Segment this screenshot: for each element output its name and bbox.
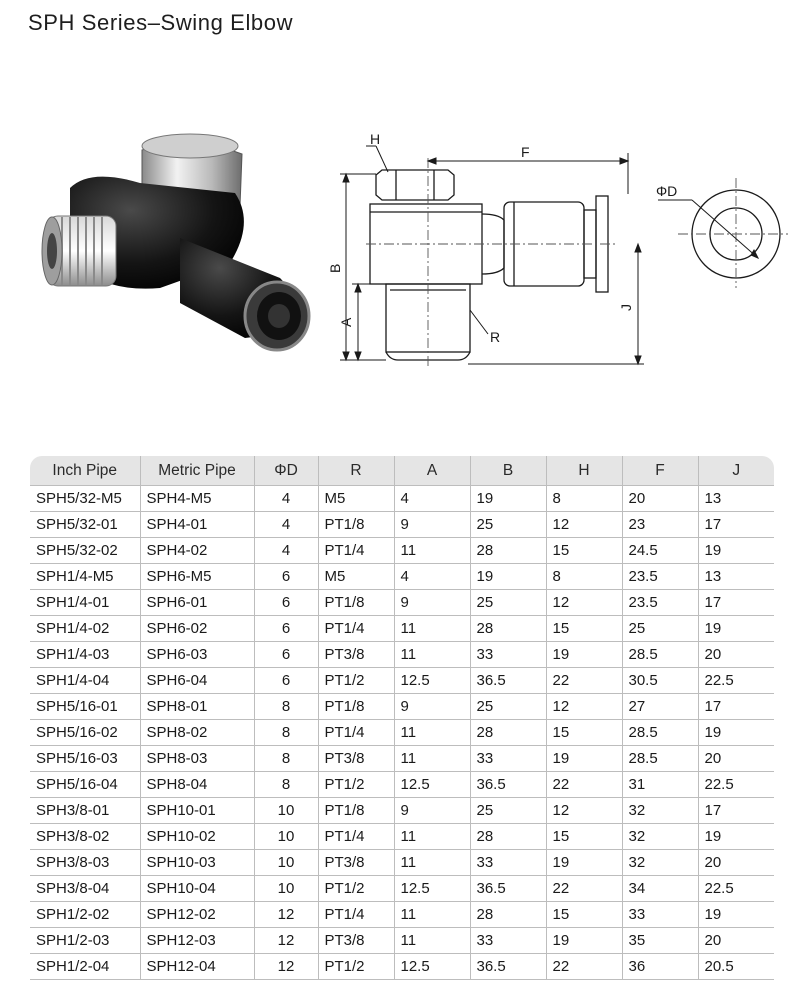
table-cell: PT1/2 (318, 876, 394, 902)
table-cell: 36.5 (470, 668, 546, 694)
table-row (30, 616, 774, 642)
table-cell: 8 (254, 720, 318, 746)
table-row (30, 824, 774, 850)
table-cell: 11 (394, 538, 470, 564)
dim-label-d: ΦD (656, 183, 678, 199)
table-row (30, 668, 774, 694)
table-cell: 19 (546, 642, 622, 668)
table-cell: 17 (698, 798, 774, 824)
table-cell: 20 (622, 486, 698, 512)
table-cell: SPH1/4-01 (30, 590, 140, 616)
table-cell: 20 (698, 928, 774, 954)
table-cell: SPH12-04 (140, 954, 254, 980)
table-cell: 12 (546, 694, 622, 720)
spec-table (30, 456, 774, 980)
table-cell: PT1/4 (318, 616, 394, 642)
column-header: A (394, 456, 470, 486)
table-cell: 6 (254, 590, 318, 616)
table-cell: PT1/8 (318, 694, 394, 720)
table-cell: SPH4-02 (140, 538, 254, 564)
table-cell: SPH12-03 (140, 928, 254, 954)
table-cell: M5 (318, 486, 394, 512)
dim-label-f: F (521, 144, 530, 160)
table-cell: 12 (546, 798, 622, 824)
table-cell: SPH6-M5 (140, 564, 254, 590)
table-cell: SPH5/16-03 (30, 746, 140, 772)
table-cell: 13 (698, 564, 774, 590)
table-cell: SPH1/4-M5 (30, 564, 140, 590)
table-cell: 28.5 (622, 642, 698, 668)
table-cell: PT3/8 (318, 850, 394, 876)
table-row (30, 954, 774, 980)
table-cell: M5 (318, 564, 394, 590)
table-cell: 4 (254, 486, 318, 512)
table-cell: 12 (254, 902, 318, 928)
table-cell: PT1/8 (318, 798, 394, 824)
table-cell: 22.5 (698, 772, 774, 798)
table-cell: 36.5 (470, 954, 546, 980)
table-cell: 11 (394, 642, 470, 668)
column-header: H (546, 456, 622, 486)
table-cell: 32 (622, 798, 698, 824)
table-cell: 19 (470, 486, 546, 512)
table-cell: SPH3/8-03 (30, 850, 140, 876)
table-cell: PT1/4 (318, 538, 394, 564)
table-cell: SPH5/32-M5 (30, 486, 140, 512)
table-cell: 9 (394, 512, 470, 538)
table-cell: SPH4-M5 (140, 486, 254, 512)
table-cell: 19 (546, 928, 622, 954)
table-cell: 12.5 (394, 954, 470, 980)
column-header: J (698, 456, 774, 486)
page-title: SPH Series–Swing Elbow (28, 10, 294, 35)
table-cell: SPH1/4-02 (30, 616, 140, 642)
table-cell: 23 (622, 512, 698, 538)
column-header: Metric Pipe (140, 456, 254, 486)
table-cell: 19 (698, 538, 774, 564)
table-cell: 23.5 (622, 590, 698, 616)
table-cell: SPH12-02 (140, 902, 254, 928)
table-cell: 12.5 (394, 668, 470, 694)
table-cell: 17 (698, 590, 774, 616)
table-cell: SPH3/8-02 (30, 824, 140, 850)
table-cell: 35 (622, 928, 698, 954)
table-cell: 22 (546, 668, 622, 694)
column-header: B (470, 456, 546, 486)
column-header: Inch Pipe (30, 456, 140, 486)
table-cell: PT1/4 (318, 902, 394, 928)
table-header-row (30, 456, 774, 486)
table-cell: 28.5 (622, 746, 698, 772)
table-cell: 22 (546, 772, 622, 798)
table-cell: 28 (470, 824, 546, 850)
table-cell: SPH1/4-03 (30, 642, 140, 668)
table-row (30, 746, 774, 772)
table-cell: SPH10-01 (140, 798, 254, 824)
table-cell: 33 (470, 746, 546, 772)
table-cell: 20.5 (698, 954, 774, 980)
table-cell: PT3/8 (318, 642, 394, 668)
table-cell: 11 (394, 616, 470, 642)
table-cell: 11 (394, 824, 470, 850)
table-cell: 15 (546, 616, 622, 642)
table-cell: PT1/2 (318, 668, 394, 694)
table-row (30, 720, 774, 746)
table-row (30, 928, 774, 954)
table-cell: SPH5/16-01 (30, 694, 140, 720)
dim-label-a: A (338, 317, 354, 327)
table-cell: 15 (546, 538, 622, 564)
table-cell: 8 (254, 746, 318, 772)
table-cell: 19 (698, 824, 774, 850)
table-cell: 25 (470, 798, 546, 824)
table-cell: 28.5 (622, 720, 698, 746)
table-cell: 20 (698, 642, 774, 668)
table-cell: 9 (394, 694, 470, 720)
table-cell: 30.5 (622, 668, 698, 694)
table-cell: 4 (394, 564, 470, 590)
dim-label-h: H (370, 131, 381, 147)
table-cell: 25 (470, 694, 546, 720)
table-cell: 11 (394, 850, 470, 876)
dimension-drawing (318, 128, 788, 368)
table-cell: 19 (698, 616, 774, 642)
table-row (30, 902, 774, 928)
table-cell: SPH3/8-01 (30, 798, 140, 824)
table-cell: 19 (698, 902, 774, 928)
table-cell: 8 (546, 564, 622, 590)
table-cell: 33 (470, 642, 546, 668)
table-cell: 4 (394, 486, 470, 512)
column-header: F (622, 456, 698, 486)
table-cell: 12 (254, 928, 318, 954)
table-cell: SPH6-03 (140, 642, 254, 668)
table-cell: PT1/4 (318, 824, 394, 850)
table-cell: 20 (698, 850, 774, 876)
table-cell: SPH3/8-04 (30, 876, 140, 902)
dim-label-b: B (327, 263, 343, 273)
table-cell: SPH5/16-04 (30, 772, 140, 798)
table-row (30, 512, 774, 538)
table-cell: 25 (622, 616, 698, 642)
table-cell: 6 (254, 564, 318, 590)
table-cell: SPH10-03 (140, 850, 254, 876)
table-cell: SPH10-02 (140, 824, 254, 850)
table-cell: 6 (254, 668, 318, 694)
table-cell: 12 (546, 590, 622, 616)
dim-label-r: R (490, 329, 501, 345)
table-cell: 10 (254, 850, 318, 876)
table-row (30, 538, 774, 564)
table-cell: 12.5 (394, 876, 470, 902)
table-cell: SPH1/2-04 (30, 954, 140, 980)
table-cell: 25 (470, 512, 546, 538)
table-cell: PT1/2 (318, 772, 394, 798)
table-cell: 10 (254, 798, 318, 824)
table-cell: 25 (470, 590, 546, 616)
table-cell: 19 (470, 564, 546, 590)
table-cell: 10 (254, 824, 318, 850)
table-cell: 23.5 (622, 564, 698, 590)
column-header: ΦD (254, 456, 318, 486)
table-cell: 33 (622, 902, 698, 928)
table-cell: 28 (470, 538, 546, 564)
table-cell: PT3/8 (318, 928, 394, 954)
table-cell: SPH1/4-04 (30, 668, 140, 694)
table-cell: SPH4-01 (140, 512, 254, 538)
table-cell: 22.5 (698, 668, 774, 694)
table-cell: SPH8-02 (140, 720, 254, 746)
table-row (30, 590, 774, 616)
table-cell: 12 (546, 512, 622, 538)
table-cell: 33 (470, 850, 546, 876)
column-header: R (318, 456, 394, 486)
table-cell: 36.5 (470, 876, 546, 902)
table-cell: 22.5 (698, 876, 774, 902)
table-cell: 22 (546, 876, 622, 902)
table-cell: 4 (254, 512, 318, 538)
table-cell: PT1/2 (318, 954, 394, 980)
table-cell: 36 (622, 954, 698, 980)
table-cell: SPH5/32-02 (30, 538, 140, 564)
table-cell: SPH8-04 (140, 772, 254, 798)
table-cell: 28 (470, 902, 546, 928)
table-cell: 19 (698, 720, 774, 746)
table-cell: 31 (622, 772, 698, 798)
table-cell: SPH10-04 (140, 876, 254, 902)
table-cell: SPH6-04 (140, 668, 254, 694)
table-cell: 12 (254, 954, 318, 980)
table-cell: 8 (546, 486, 622, 512)
table-row (30, 642, 774, 668)
table-cell: PT1/8 (318, 590, 394, 616)
table-cell: 19 (546, 850, 622, 876)
table-cell: 11 (394, 902, 470, 928)
table-cell: 9 (394, 590, 470, 616)
table-cell: 24.5 (622, 538, 698, 564)
table-cell: SPH6-01 (140, 590, 254, 616)
table-cell: 36.5 (470, 772, 546, 798)
table-cell: 32 (622, 824, 698, 850)
table-cell: 22 (546, 954, 622, 980)
table-cell: 11 (394, 746, 470, 772)
table-cell: 15 (546, 902, 622, 928)
table-cell: 11 (394, 928, 470, 954)
table-cell: PT3/8 (318, 746, 394, 772)
table-row (30, 486, 774, 512)
table-cell: SPH5/16-02 (30, 720, 140, 746)
table-cell: 15 (546, 824, 622, 850)
table-row (30, 772, 774, 798)
table-row (30, 564, 774, 590)
table-cell: 33 (470, 928, 546, 954)
table-cell: 28 (470, 720, 546, 746)
table-cell: SPH8-03 (140, 746, 254, 772)
table-cell: 20 (698, 746, 774, 772)
table-cell: 15 (546, 720, 622, 746)
table-cell: 17 (698, 512, 774, 538)
table-body (30, 486, 774, 980)
table-cell: 11 (394, 720, 470, 746)
product-photo (30, 128, 320, 358)
table-row (30, 850, 774, 876)
table-cell: 28 (470, 616, 546, 642)
table-cell: SPH8-01 (140, 694, 254, 720)
table-cell: 10 (254, 876, 318, 902)
table-cell: 32 (622, 850, 698, 876)
table-cell: 19 (546, 746, 622, 772)
table-cell: SPH1/2-03 (30, 928, 140, 954)
table-cell: PT1/8 (318, 512, 394, 538)
table-cell: 27 (622, 694, 698, 720)
table-cell: 12.5 (394, 772, 470, 798)
table-cell: 4 (254, 538, 318, 564)
table-row (30, 876, 774, 902)
table-row (30, 694, 774, 720)
table-cell: 9 (394, 798, 470, 824)
table-cell: 8 (254, 772, 318, 798)
table-cell: 34 (622, 876, 698, 902)
table-cell: SPH5/32-01 (30, 512, 140, 538)
table-cell: 8 (254, 694, 318, 720)
table-cell: SPH6-02 (140, 616, 254, 642)
table-row (30, 798, 774, 824)
table-cell: PT1/4 (318, 720, 394, 746)
table-cell: 6 (254, 616, 318, 642)
dim-label-j: J (618, 304, 634, 311)
table-cell: 17 (698, 694, 774, 720)
table-cell: SPH1/2-02 (30, 902, 140, 928)
table-cell: 13 (698, 486, 774, 512)
table-cell: 6 (254, 642, 318, 668)
